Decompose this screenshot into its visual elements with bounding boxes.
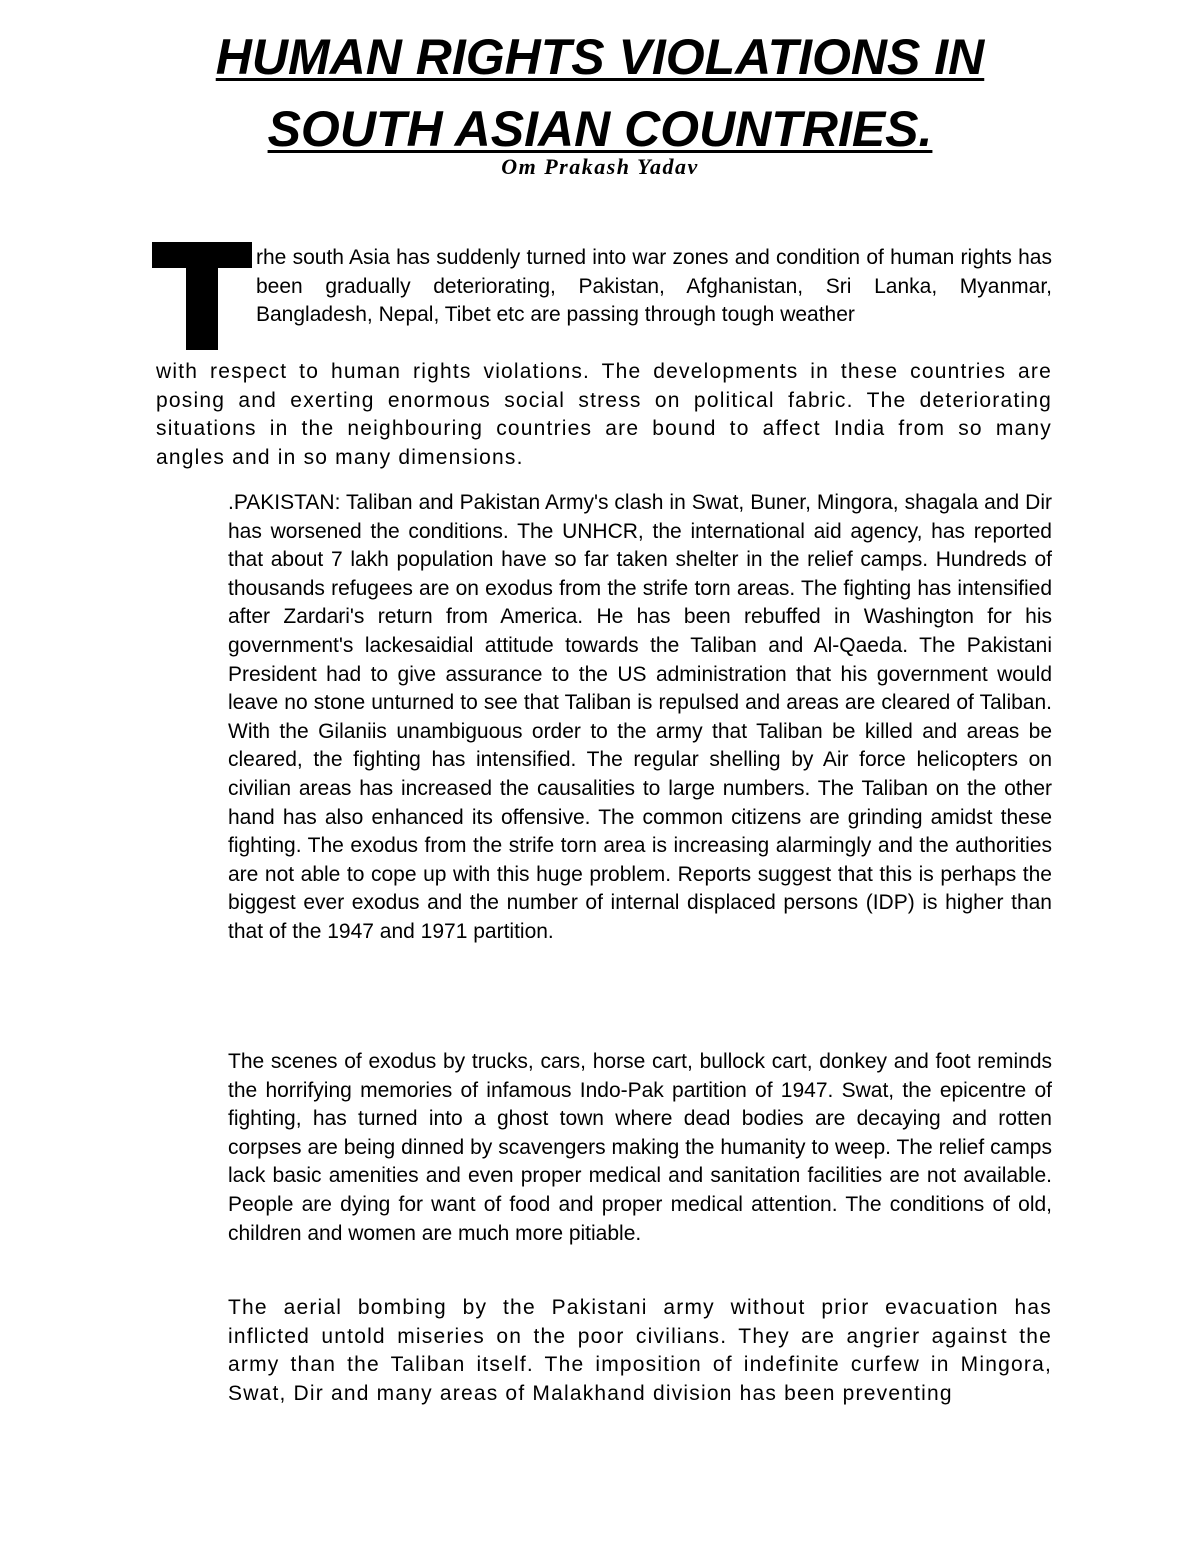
heading-separator: :: [334, 491, 341, 514]
drop-cap-stem: [186, 242, 218, 350]
intro-paragraph-first: rhe south Asia has suddenly turned into war zones and condition of human rights has been gradually deteriorating, Pakistan, Afghanistan, Sri Lanka, Myanmar, Bangladesh, Nepal, Tibet etc are passing through tough weather: [256, 246, 1052, 327]
pakistan-paragraph-3: The aerial bombing by the Pakistani army without prior evacuation has inflicted untold miseries on the poor civilians. They are angrier against the army than the Taliban itself. The imposition of indefinite curfew in Mingora, Swat, Dir and many areas of Malakhand division has been preventing: [228, 1296, 1052, 1405]
pakistan-paragraph-1: [228, 489, 1052, 947]
drop-cap-letter: [150, 240, 254, 352]
section-heading-pakistan: .PAKISTAN: [228, 491, 335, 514]
pakistan-paragraph-2: The scenes of exodus by trucks, cars, horse cart, bullock cart, donkey and foot reminds the horrifying memories of infamous Indo-Pak partition of 1947. Swat, the epicentre of fighting, has turned into a ghost town where dead bodies are decaying and rotten corpses are being dinned by scavengers making the humanity to weep. The relief camps lack basic amenities and even proper medical and sanitation facilities are not available. People are dying for want of food and proper medical attention. The conditions of old, children and women are much more pitiable.: [228, 1050, 1052, 1245]
intro-paragraph-continuation: with respect to human rights violations. The developments in these countries are posing and exerting enormous social stress on political fabric. The deteriorating situations in the neighbouring countries are bound to affect India from so many angles and in so many dimensions.: [156, 360, 1052, 469]
document-title-line-1: HUMAN RIGHTS VIOLATIONS IN: [215, 29, 985, 85]
pakistan-paragraph-1-text: Taliban and Pakistan Army's clash in Swat, Buner, Mingora, shagala and Dir has worsened the conditions. The UNHCR, the international aid agency, has reported that about 7 lakh population have so far taken shelter in the relief camps. Hundreds of thousands refugees are on exodus from the strife torn areas. The fighting has intensified after Zardari's return from America. He has been rebuffed in Washington for his government's lackesaidial attitude towards the Taliban and Al-Qaeda. The Pakistani President had to give assurance to the US administration that his government would leave no stone unturned to see that Taliban is repulsed and areas are cleared of Taliban. With the Gilaniis unambiguous order to the army that Taliban be killed and areas be cleared, the fighting has intensified. The regular shelling by Air force helicopters on civilian areas has increased the causalities to large numbers. The Taliban on the other hand has also enhanced its offensive. The common citizens are grinding amidst these fighting. The exodus from the strife torn area is increasing alarmingly and the authorities are not able to cope up with this huge problem. Reports suggest that this is perhaps the biggest ever exodus and the number of internal displaced persons (IDP) is higher than that of the 1947 and 1971 partition.: [228, 491, 1052, 943]
document-title-line-2: SOUTH ASIAN COUNTRIES.: [267, 101, 933, 157]
author-byline: Om Prakash Yadav: [501, 154, 699, 179]
